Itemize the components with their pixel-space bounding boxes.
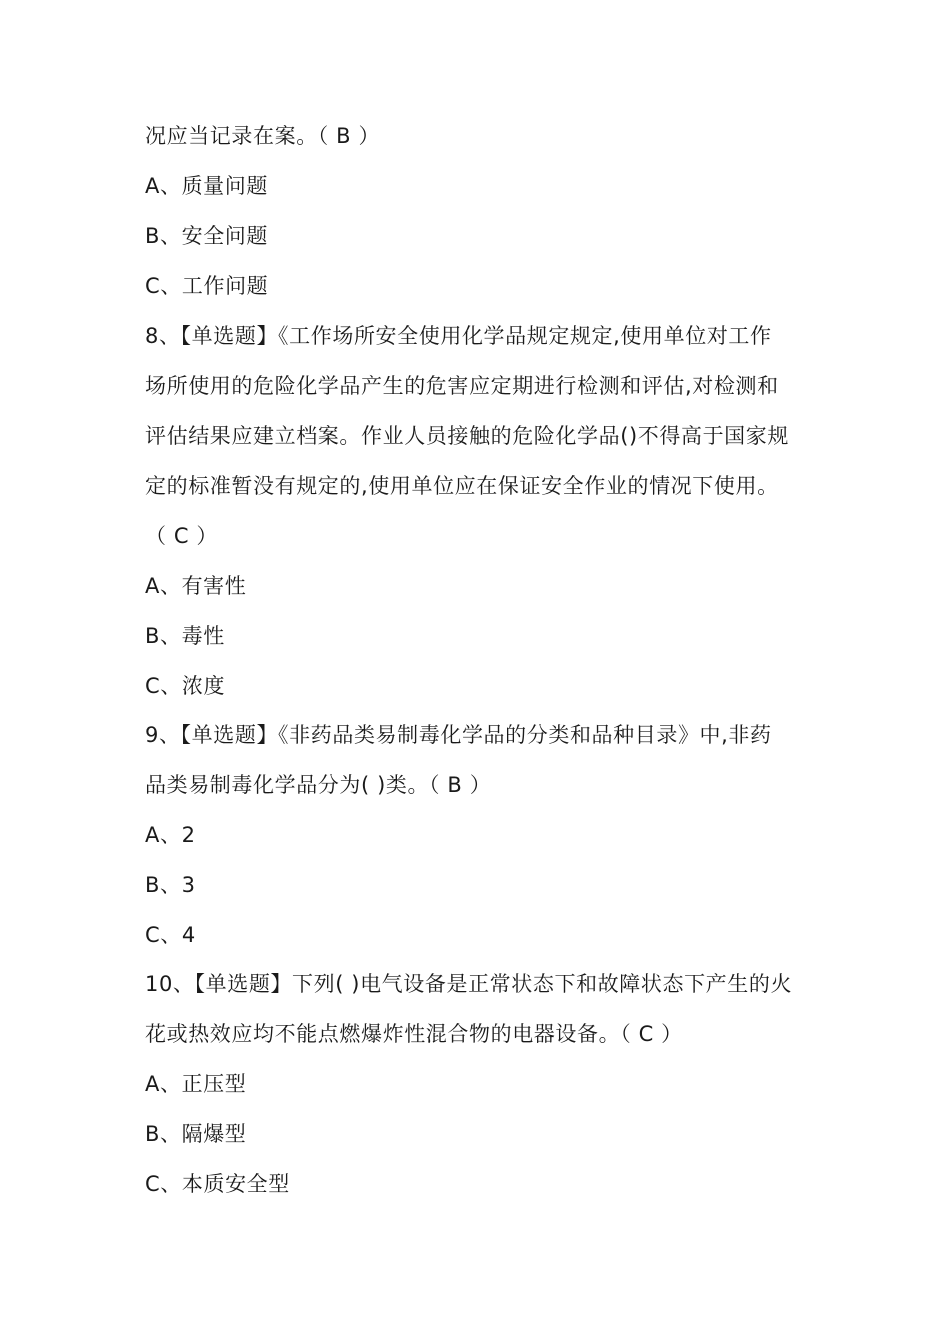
question-8-text-line-3: 评估结果应建立档案。作业人员接触的危险化学品()不得高于国家规 xyxy=(145,424,789,448)
question-9-text-line-2: 品类易制毒化学品分为( )类。（ B ） xyxy=(145,773,492,797)
question-10-option-a: A、正压型 xyxy=(145,1072,247,1096)
question-10-text-line-2: 花或热效应均不能点燃爆炸性混合物的电器设备。（ C ） xyxy=(145,1022,683,1046)
question-9-text-line-1: 9、【单选题】《非药品类易制毒化学品的分类和品种目录》中,非药 xyxy=(145,723,772,747)
question-7-option-a: A、质量问题 xyxy=(145,174,268,198)
question-7-option-c: C、工作问题 xyxy=(145,274,269,298)
question-8-option-b: B、毒性 xyxy=(145,624,225,648)
question-10-option-b: B、隔爆型 xyxy=(145,1122,247,1146)
question-9-option-c: C、4 xyxy=(145,923,196,947)
question-8-option-c: C、浓度 xyxy=(145,674,226,698)
question-8-answer: （ C ） xyxy=(145,524,219,548)
question-9-option-b: B、3 xyxy=(145,873,196,897)
question-10-option-c: C、本质安全型 xyxy=(145,1172,290,1196)
question-8-option-a: A、有害性 xyxy=(145,574,247,598)
question-10-text-line-1: 10、【单选题】下列( )电气设备是正常状态下和故障状态下产生的火 xyxy=(145,972,793,996)
question-9-option-a: A、2 xyxy=(145,823,196,847)
question-7-option-b: B、安全问题 xyxy=(145,224,269,248)
question-8-text-line-2: 场所使用的危险化学品产生的危害应定期进行检测和评估,对检测和 xyxy=(145,374,779,398)
question-8-text-line-4: 定的标准暂没有规定的,使用单位应在保证安全作业的情况下使用。 xyxy=(145,474,779,498)
question-8-text-line-1: 8、【单选题】《工作场所安全使用化学品规定规定,使用单位对工作 xyxy=(145,324,772,348)
question-7-tail: 况应当记录在案。（ B ） xyxy=(145,124,381,148)
